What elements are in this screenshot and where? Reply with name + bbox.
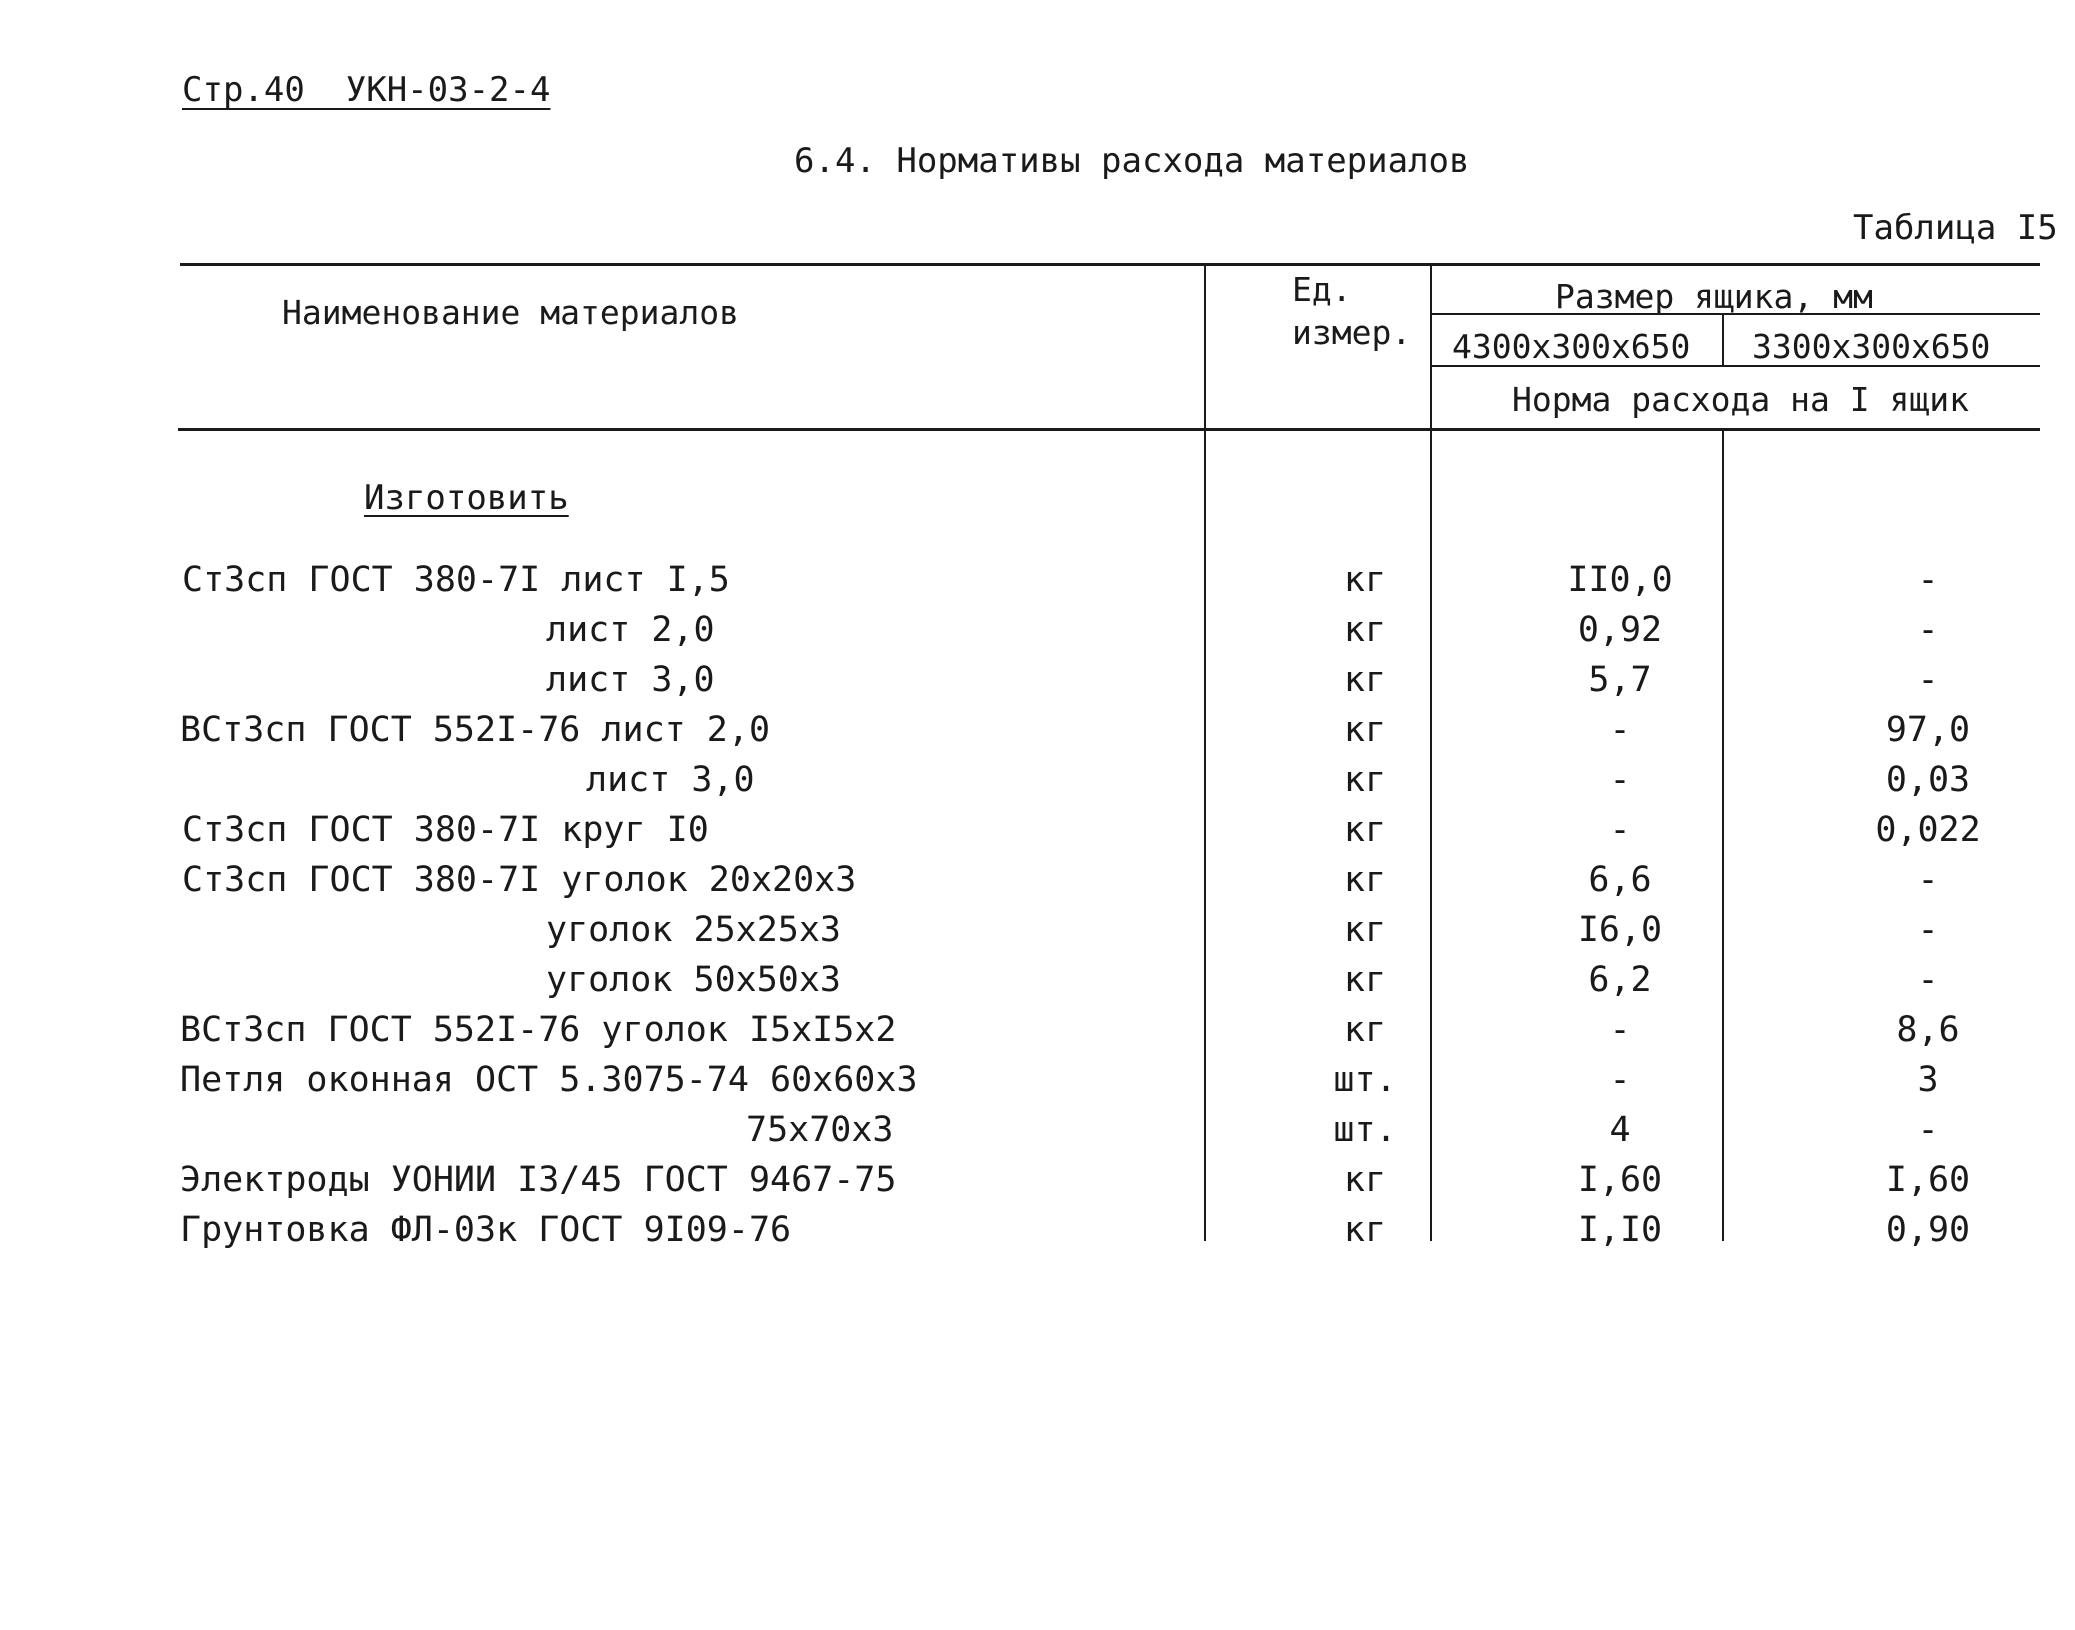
column-header-unit-line1: Ед. [1292, 270, 1352, 309]
column-header-norm: Норма расхода на I ящик [1512, 380, 1969, 419]
value-size-a: I,I0 [1577, 1210, 1663, 1250]
material-name: ВСт3сп ГОСТ 552I-76 лист 2,0 [180, 710, 771, 750]
value-size-a: - [1609, 1010, 1631, 1050]
column-header-name: Наименование материалов [282, 293, 739, 332]
unit-cell: кг [1343, 1160, 1387, 1200]
value-size-b: 0,90 [1885, 1210, 1971, 1250]
unit-cell: кг [1343, 960, 1387, 1000]
section-heading: Изготовить [364, 478, 569, 518]
unit-cell: кг [1343, 810, 1387, 850]
value-size-a: 0,92 [1577, 610, 1663, 650]
value-size-b: - [1917, 560, 1939, 600]
unit-cell: кг [1343, 910, 1387, 950]
value-size-b: 3 [1917, 1060, 1939, 1100]
col-divider-size-header [1722, 315, 1724, 365]
unit-cell: шт. [1333, 1110, 1397, 1150]
material-name: Ст3сп ГОСТ 380-7I круг I0 [182, 810, 709, 850]
material-name: лист 3,0 [586, 760, 755, 800]
header-bottom-rule [178, 428, 2040, 431]
page-reference: Стр.40 УКН-03-2-4 [182, 70, 551, 110]
unit-cell: кг [1343, 710, 1387, 750]
value-size-b: 0,022 [1875, 810, 1981, 850]
value-size-a: - [1609, 710, 1631, 750]
material-name: Петля оконная ОСТ 5.3075-74 60х60х3 [180, 1060, 918, 1100]
unit-cell: кг [1343, 760, 1387, 800]
material-name: Ст3сп ГОСТ 380-7I уголок 20х20х3 [182, 860, 857, 900]
table-number: Таблица I5 [1853, 208, 2058, 248]
value-size-b: - [1917, 960, 1939, 1000]
unit-cell: кг [1343, 1010, 1387, 1050]
value-size-b: - [1917, 910, 1939, 950]
value-size-a: I,60 [1577, 1160, 1663, 1200]
material-name: Грунтовка ФЛ-03к ГОСТ 9I09-76 [180, 1210, 792, 1250]
unit-cell: шт. [1333, 1060, 1397, 1100]
column-header-size-group: Размер ящика, мм [1555, 277, 1873, 316]
material-name: 75х70х3 [746, 1110, 894, 1150]
value-size-b: 97,0 [1885, 710, 1971, 750]
value-size-a: I6,0 [1577, 910, 1663, 950]
material-name: уголок 25х25х3 [546, 910, 842, 950]
value-size-a: - [1609, 810, 1631, 850]
material-name: Электроды УОНИИ I3/45 ГОСТ 9467-75 [180, 1160, 897, 1200]
value-size-b: - [1917, 610, 1939, 650]
unit-cell: кг [1343, 1210, 1387, 1250]
value-size-a: - [1609, 1060, 1631, 1100]
material-name: уголок 50х50х3 [546, 960, 842, 1000]
section-title: 6.4. Нормативы расхода материалов [794, 141, 1470, 181]
value-size-a: 6,2 [1588, 960, 1652, 1000]
value-size-b: 0,03 [1885, 760, 1971, 800]
value-size-a: 4 [1609, 1110, 1631, 1150]
unit-cell: кг [1343, 560, 1387, 600]
material-name: лист 2,0 [546, 610, 715, 650]
col-divider-values [1722, 431, 1724, 1241]
value-size-b: - [1917, 1110, 1939, 1150]
value-size-a: 6,6 [1588, 860, 1652, 900]
column-header-unit-line2: измер. [1292, 313, 1412, 352]
unit-cell: кг [1343, 660, 1387, 700]
col-divider-name-unit [1204, 263, 1206, 1241]
value-size-a: 5,7 [1588, 660, 1652, 700]
value-size-a: II0,0 [1567, 560, 1673, 600]
value-size-a: - [1609, 760, 1631, 800]
material-name: Ст3сп ГОСТ 380-7I лист I,5 [182, 560, 730, 600]
value-size-b: 8,6 [1896, 1010, 1960, 1050]
value-size-b: - [1917, 860, 1939, 900]
material-name: ВСт3сп ГОСТ 552I-76 уголок I5хI5х2 [180, 1010, 897, 1050]
material-name: лист 3,0 [546, 660, 715, 700]
unit-cell: кг [1343, 610, 1387, 650]
table-top-rule [180, 263, 2040, 266]
column-header-size-a: 4300х300х650 [1452, 327, 1691, 366]
column-header-size-b: 3300х300х650 [1752, 327, 1991, 366]
unit-cell: кг [1343, 860, 1387, 900]
value-size-b: - [1917, 660, 1939, 700]
value-size-b: I,60 [1885, 1160, 1971, 1200]
